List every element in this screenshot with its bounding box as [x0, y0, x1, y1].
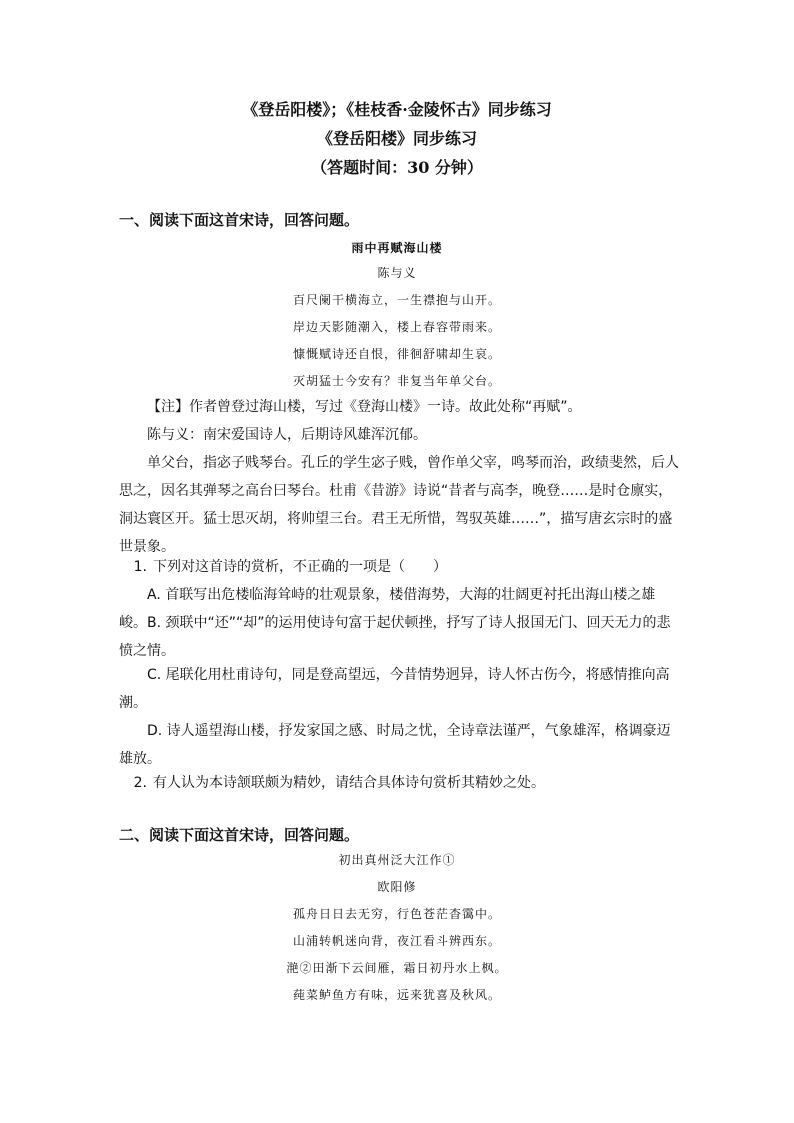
section-1-heading: 一、阅读下面这首宋诗，回答问题。 [119, 211, 360, 229]
poem-1-line: 百尺阑干横海立，一生襟抱与山开。 [292, 293, 501, 307]
poem-note: 单父台，指宓子贱琴台。孔丘的学生宓子贱，曾作单父宰，鸣琴而治，政绩斐然，后人思之，因名其弹琴之高台曰琴台。杜甫《昔游》诗说“昔者与高李，晚登……是时仓廪实，洞达寰区开。猛士思灭胡，将帅望三台。君王无所惜，驾驭英雄……”，描写唐玄宗时的盛世景象。 [119, 455, 679, 555]
section-2-heading: 二、阅读下面这首宋诗，回答问题。 [119, 826, 360, 844]
question-number: 2. [133, 775, 147, 791]
poem-2-title: 初出真州泛大江作① [338, 853, 456, 867]
poem-1-line: 灭胡猛士今安有？非复当年单父台。 [292, 374, 501, 388]
poem-2-author: 欧阳修 [377, 880, 417, 894]
poem-2-line: 山浦转帆迷向背，夜江看斗辨西东。 [292, 934, 501, 948]
poem-1-line: 岸边天影随潮入，楼上春容带雨来。 [292, 320, 501, 334]
poem-2-line: 孤舟日日去无穷，行色苍茫杳霭中。 [292, 907, 501, 921]
question-1-option-d: D. 诗人遥望海山楼，抒发家国之感、时局之忧，全诗章法谨严，气象雄浑，格调豪迈雄放。 [119, 723, 671, 767]
document-title: 《登岳阳楼》；《桂枝香·金陵怀古》同步练习 [242, 100, 552, 119]
question-text: 有人认为本诗颔联颇为精妙，请结合具体诗句赏析其精妙之处。 [153, 775, 545, 791]
poem-note: 【注】作者曾登过海山楼，写过《登海山楼》一诗。故此处称“再赋”。 [147, 399, 582, 415]
poem-2-line: 滟②田渐下云间雁，霜日初丹水上枫。 [286, 961, 508, 975]
question-2 [119, 769, 679, 797]
question-number: 1. [133, 559, 147, 575]
poem-2-line: 莼菜鲈鱼方有味，远来犹喜及秋风。 [292, 988, 501, 1002]
poem-1-author: 陈与义 [377, 266, 417, 280]
answer-time: （答题时间：30 分钟） [311, 158, 483, 177]
question-text: 下列对这首诗的赏析，不正确的一项是（ ） [153, 559, 447, 575]
document-subtitle: 《登岳阳楼》同步练习 [316, 129, 477, 148]
poem-1-line: 慷慨赋诗还自恨，徘徊舒啸却生哀。 [292, 347, 501, 361]
poem-1-title: 雨中再赋海山楼 [351, 241, 443, 255]
poem-note: 陈与义：南宋爱国诗人，后期诗风雄浑沉郁。 [147, 427, 427, 443]
question-1-option-b: B. 颈联中“还”“却”的运用使诗句富于起伏顿挫，抒写了诗人报国无门、回天无力的悲愤之情。 [119, 615, 671, 659]
question-1-option-a: A. 首联写出危楼临海耸峙的壮观景象，楼借海势，大海的壮阔更衬托出海山楼之雄峻。 [119, 587, 656, 631]
question-1 [119, 553, 679, 581]
question-1-option-c: C. 尾联化用杜甫诗句，同是登高望远，今昔情势迥异，诗人怀古伤今，将感情推向高潮。 [119, 667, 670, 711]
